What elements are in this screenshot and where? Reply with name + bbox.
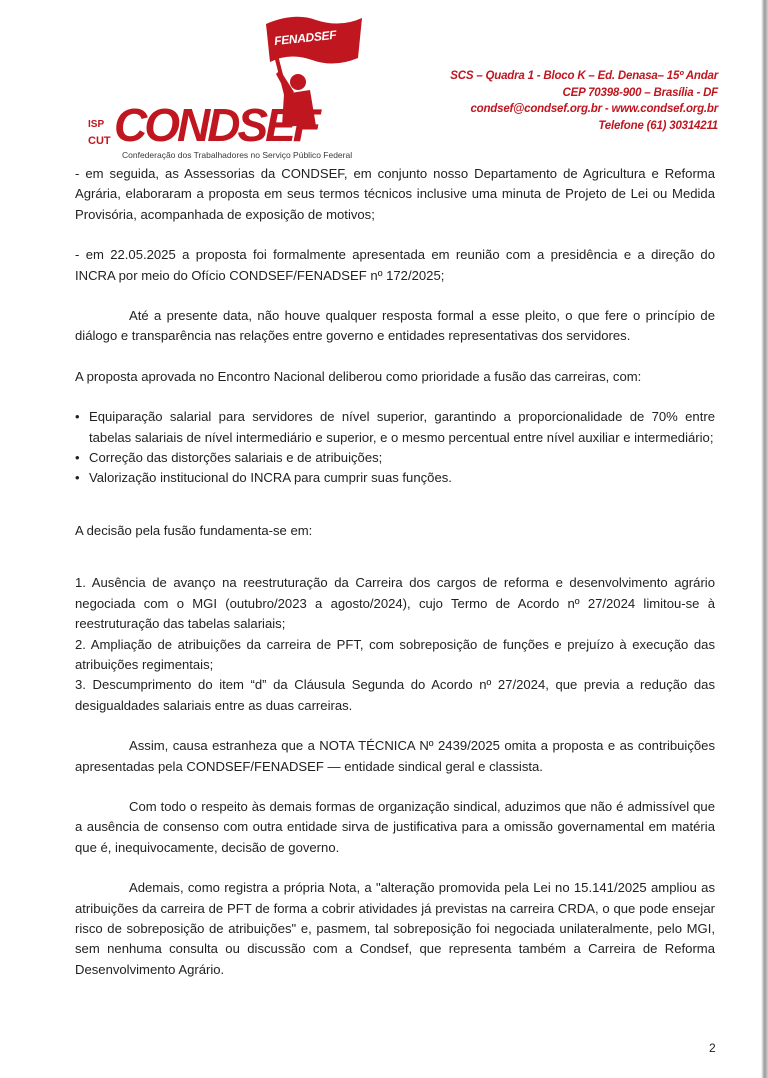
paragraph: Ademais, como registra a própria Nota, a "alteração promovida pela Lei no 15.141/2025 ampliou as atribuições da carreira de PFT de forma a cobrir atividades já previstas na carreira CRDA, o que pode ensejar risco de sobreposição de atribuições" e, pasmem, tal sobreposição foi negociada unilateralmente, pelo MGI, sem nenhuma consulta ou discussão com a Condsef, que representa também a Carreira de Reforma Desenvolvimento Agrário. <box>75 880 715 977</box>
paragraph: Até a presente data, não houve qualquer resposta formal a esse pleito, o que fere o princípio de diálogo e transparência nas relações entre governo e entidades representativas dos servidores. <box>75 308 715 344</box>
bullet-icon: • <box>75 450 80 466</box>
contact-line: condsef@condsef.org.br - www.condsef.org.br <box>470 103 718 115</box>
condsef-logo <box>84 10 384 160</box>
list-item-text: Valorização institucional do INCRA para cumprir suas funções. <box>89 470 452 486</box>
condsef-wordmark: CONDSEF <box>114 99 318 151</box>
numbered-item: 1. Ausência de avanço na reestruturação da Carreira dos cargos de reforma e desenvolvimento agrário negociada com o MGI (outubro/2023 a agosto/2024), cujo Termo de Acordo nº 27/2024 limitou-se à reestruturação das tabelas salariais; <box>75 575 715 632</box>
document-body <box>75 164 715 980</box>
list-item <box>75 448 715 468</box>
paragraph: - em seguida, as Assessorias da CONDSEF, em conjunto nosso Departamento de Agricultura e Reforma Agrária, elaboraram a proposta em seus termos técnicos inclusive uma minuta de Projeto de Lei ou Medida Provisória, acompanhada de exposição de motivos; <box>75 166 715 222</box>
bullet-icon: • <box>75 409 80 425</box>
confederation-line: Confederação dos Trabalhadores no Serviço Público Federal <box>122 150 353 160</box>
paragraph: A decisão pela fusão fundamenta-se em: <box>75 522 313 538</box>
list-item-text: Equiparação salarial para servidores de nível superior, garantindo a proporcionalidade de 70% entre tabelas salariais de nível intermediário e superior, e o mesmo percentual entre nível auxiliar e intermediário; <box>89 409 715 445</box>
bullet-icon: • <box>75 470 80 486</box>
paragraph: Com todo o respeito às demais formas de organização sindical, aduzimos que não é admissível que a ausência de consenso com outra entidade sirva de justificativa para a omissão governamental em matéria que é, inequivocamente, decisão de governo. <box>75 798 715 855</box>
list-item <box>75 407 715 448</box>
numbered-item: 3. Descumprimento do item “d” da Cláusula Segunda do Acordo nº 27/2024, que previa a redução das desigualdades salariais entre as duas carreiras. <box>75 677 715 713</box>
numbered-item: 2. Ampliação de atribuições da carreira de PFT, com sobreposição de funções e prejuízo à execução das atribuições regimentais; <box>75 636 715 672</box>
list-item-text: Correção das distorções salariais e de atribuições; <box>89 450 383 466</box>
phone-line: Telefone (61) 30314211 <box>598 119 718 132</box>
paragraph: Assim, causa estranheza que a NOTA TÉCNICA Nº 2439/2025 omita a proposta e as contribuições apresentadas pela CONDSEF/FENADSEF — entidade sindical geral e classista. <box>75 738 715 774</box>
page-number: 2 <box>709 1041 716 1055</box>
letterhead-address <box>398 68 718 134</box>
isp-label: ISP <box>88 119 105 130</box>
address-line-1: SCS – Quadra 1 - Bloco K – Ed. Denasa– 15º Andar <box>450 70 718 82</box>
cut-label: CUT <box>88 135 111 147</box>
list-item <box>75 468 715 488</box>
fenadsef-label: FENADSEF <box>273 27 337 49</box>
address-line-2: CEP 70398-900 – Brasília - DF <box>562 86 718 99</box>
paragraph: - em 22.05.2025 a proposta foi formalmente apresentada em reunião com a presidência e a direção do INCRA por meio do Ofício CONDSEF/FENADSEF nº 172/2025; <box>75 247 715 283</box>
page-edge <box>761 0 768 1078</box>
paragraph: A proposta aprovada no Encontro Nacional deliberou como prioridade a fusão das carreiras, com: <box>75 368 642 384</box>
